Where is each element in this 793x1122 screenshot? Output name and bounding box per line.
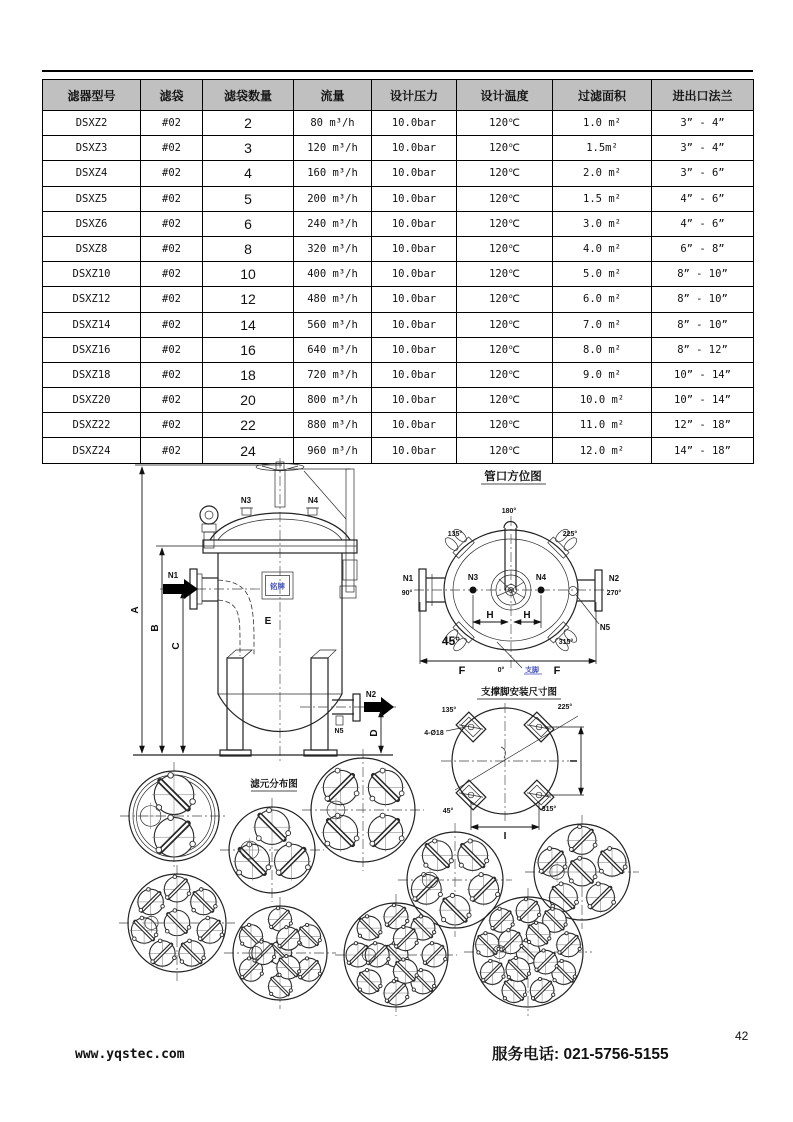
table-cell: 120℃ [457,413,553,438]
table-cell: 120℃ [457,312,553,337]
service-phone-number: 021-5756-5155 [563,1046,669,1063]
table-cell: 120℃ [457,337,553,362]
angle-label-0: 0° [497,667,505,674]
table-cell: #02 [141,413,203,438]
service-phone-line [492,1042,669,1064]
table-cell: 10” - 14” [652,362,754,387]
table-cell: 120℃ [457,438,553,463]
table-cell: 120℃ [457,362,553,387]
table-cell: 22 [203,413,294,438]
table-cell: 6.0 m² [553,287,652,312]
table-cell: 10.0bar [372,438,457,463]
table-cell: 3” - 4” [652,111,754,136]
table-cell: 3 [203,136,294,161]
table-cell: 18 [203,362,294,387]
table-cell: 120℃ [457,111,553,136]
table-cell: DSXZ8 [43,236,141,261]
table-cell: #02 [141,438,203,463]
table-cell: 120℃ [457,186,553,211]
angle-label-225: 225° [562,531,578,538]
table-cell: 80 m³/h [294,111,372,136]
dim-label-e: E [264,616,272,627]
table-cell: 8” - 12” [652,337,754,362]
nozzle-label-n2: N2 [365,690,377,699]
table-cell: #02 [141,236,203,261]
support-angle-315: 315° [541,806,557,813]
table-cell: DSXZ24 [43,438,141,463]
table-cell: 16 [203,337,294,362]
distribution-circle [525,815,639,929]
table-cell: DSXZ3 [43,136,141,161]
dim-label-h-left: H [486,610,494,621]
dim-label-i-bottom: I [503,831,507,842]
table-cell: #02 [141,312,203,337]
table-cell: 10.0bar [372,236,457,261]
table-cell: 8 [203,236,294,261]
table-cell: 20 [203,388,294,413]
table-cell: 14 [203,312,294,337]
table-cell: 560 m³/h [294,312,372,337]
service-phone-label: 服务电话: [492,1046,560,1063]
table-cell: DSXZ18 [43,362,141,387]
distribution-circle [335,894,457,1016]
table-cell: 3.0 m² [553,211,652,236]
port-label-n2: N2 [608,574,620,583]
support-angle-45: 45° [442,808,454,815]
table-cell: 4.0 m² [553,236,652,261]
table-cell: DSXZ16 [43,337,141,362]
table-cell: 12.0 m² [553,438,652,463]
support-foot-diagram [424,686,584,842]
table-cell: 5 [203,186,294,211]
dim-label-c: C [171,642,182,650]
table-cell: 120℃ [457,287,553,312]
table-cell: 400 m³/h [294,262,372,287]
column-header: 滤袋 [141,80,203,111]
port-label-n3: N3 [467,573,479,582]
table-cell: 3” - 6” [652,161,754,186]
port-label-n4: N4 [535,573,547,582]
table-cell: 880 m³/h [294,413,372,438]
page-number: 42 [735,1029,749,1043]
table-cell: 10.0bar [372,337,457,362]
column-header: 设计温度 [457,80,553,111]
support-angle-225: 225° [557,704,573,711]
table-cell: 240 m³/h [294,211,372,236]
dim-label-h-right: H [523,610,531,621]
website-text: www.yqstec.com [75,1047,185,1062]
table-cell: 120℃ [457,388,553,413]
dim-label-a: A [130,606,141,614]
table-cell: 10.0 m² [553,388,652,413]
table-cell: DSXZ2 [43,111,141,136]
table-cell: 120 m³/h [294,136,372,161]
angle-label-315: 315° [558,639,574,646]
table-cell: 4” - 6” [652,211,754,236]
table-cell: 8” - 10” [652,312,754,337]
table-cell: #02 [141,211,203,236]
table-cell: 120℃ [457,161,553,186]
table-cell: #02 [141,136,203,161]
table-cell: 2 [203,111,294,136]
column-header: 滤袋数量 [203,80,294,111]
dim-label-b: B [150,624,161,632]
table-cell: 8.0 m² [553,337,652,362]
table-cell: 12 [203,287,294,312]
table-cell: 800 m³/h [294,388,372,413]
table-cell: #02 [141,111,203,136]
support-angle-135: 135° [441,707,457,714]
table-cell: 10.0bar [372,312,457,337]
table-cell: 960 m³/h [294,438,372,463]
table-cell: 14” - 18” [652,438,754,463]
table-cell: 10.0bar [372,287,457,312]
distribution-title: 滤元分布图 [250,779,298,790]
nozzle-label-n1: N1 [167,571,179,580]
table-cell: 4” - 6” [652,186,754,211]
distribution-circle [220,798,324,902]
n2-flow-arrow [364,697,394,717]
table-cell: 12” - 18” [652,413,754,438]
table-cell: 1.5 m² [553,186,652,211]
table-cell: 6” - 8” [652,236,754,261]
table-cell: 120℃ [457,136,553,161]
table-cell: 320 m³/h [294,236,372,261]
table-cell: 8” - 10” [652,287,754,312]
dim-label-f-left: F [458,665,466,677]
distribution-circle [224,897,336,1009]
table-cell: #02 [141,186,203,211]
table-cell: 4 [203,161,294,186]
table-cell: 6 [203,211,294,236]
table-cell: 200 m³/h [294,186,372,211]
dim-label-d: D [369,729,380,737]
table-cell: 10.0bar [372,161,457,186]
port-label-n5: N5 [599,623,611,632]
table-cell: #02 [141,287,203,312]
table-cell: 2.0 m² [553,161,652,186]
table-cell: 120℃ [457,211,553,236]
table-cell: 120℃ [457,262,553,287]
vessel-drawing [130,458,396,763]
port-orientation-diagram [402,469,622,677]
table-cell: 10 [203,262,294,287]
angle-label-45: 45° [441,634,461,648]
table-cell: DSXZ14 [43,312,141,337]
table-cell: 10” - 14” [652,388,754,413]
table-cell: 720 m³/h [294,362,372,387]
bolt-hole-label: 4-Ø18 [424,730,444,737]
n4-point [538,587,545,594]
table-cell: DSXZ20 [43,388,141,413]
table-cell: #02 [141,161,203,186]
table-cell: 10.0bar [372,413,457,438]
table-cell: 10.0bar [372,388,457,413]
nozzle-label-n3: N3 [240,496,252,505]
table-cell: 24 [203,438,294,463]
support-leg-label: 支脚 [525,667,539,674]
table-cell: #02 [141,388,203,413]
distribution-circle [302,749,424,871]
table-cell: DSXZ10 [43,262,141,287]
dim-label-i-right: I [569,759,580,763]
support-diagram-title: 支撑脚安装尺寸图 [480,687,558,698]
table-cell: 160 m³/h [294,161,372,186]
table-cell: DSXZ5 [43,186,141,211]
table-cell: 10.0bar [372,211,457,236]
table-cell: #02 [141,262,203,287]
table-cell: 9.0 m² [553,362,652,387]
column-header: 流量 [294,80,372,111]
distribution-circle [119,865,235,981]
nameplate-label: 铭牌 [270,582,285,591]
table-cell: 5.0 m² [553,262,652,287]
port-label-n1: N1 [402,574,414,583]
port-diagram-title: 管口方位图 [484,471,542,483]
nozzle-label-n4: N4 [307,496,319,505]
column-header: 过滤面积 [553,80,652,111]
table-cell: 1.0 m² [553,111,652,136]
table-cell: 11.0 m² [553,413,652,438]
n3-point [470,587,477,594]
table-cell: 8” - 10” [652,262,754,287]
dim-label-f-right: F [553,665,561,677]
table-cell: 3” - 4” [652,136,754,161]
table-cell: DSXZ6 [43,211,141,236]
table-cell: #02 [141,337,203,362]
nozzle-label-n5: N5 [334,728,344,735]
table-cell: 10.0bar [372,186,457,211]
table-cell: 10.0bar [372,262,457,287]
column-header: 滤器型号 [43,80,141,111]
table-cell: 640 m³/h [294,337,372,362]
table-cell: 10.0bar [372,111,457,136]
table-cell: DSXZ12 [43,287,141,312]
angle-label-270: 270° [606,590,622,597]
table-cell: 10.0bar [372,136,457,161]
table-cell: 7.0 m² [553,312,652,337]
table-cell: 10.0bar [372,362,457,387]
n1-flow-arrow [163,579,198,599]
table-cell: 480 m³/h [294,287,372,312]
column-header: 设计压力 [372,80,457,111]
table-cell: #02 [141,362,203,387]
angle-label-90: 90° [401,590,413,597]
angle-label-180: 180° [501,508,517,515]
angle-label-135: 135° [447,531,463,538]
table-cell: DSXZ4 [43,161,141,186]
element-distribution-diagrams [119,749,639,1016]
distribution-circle [120,762,228,870]
table-cell: DSXZ22 [43,413,141,438]
table-cell: 1.5m² [553,136,652,161]
table-cell: 120℃ [457,236,553,261]
column-header: 进出口法兰 [652,80,754,111]
